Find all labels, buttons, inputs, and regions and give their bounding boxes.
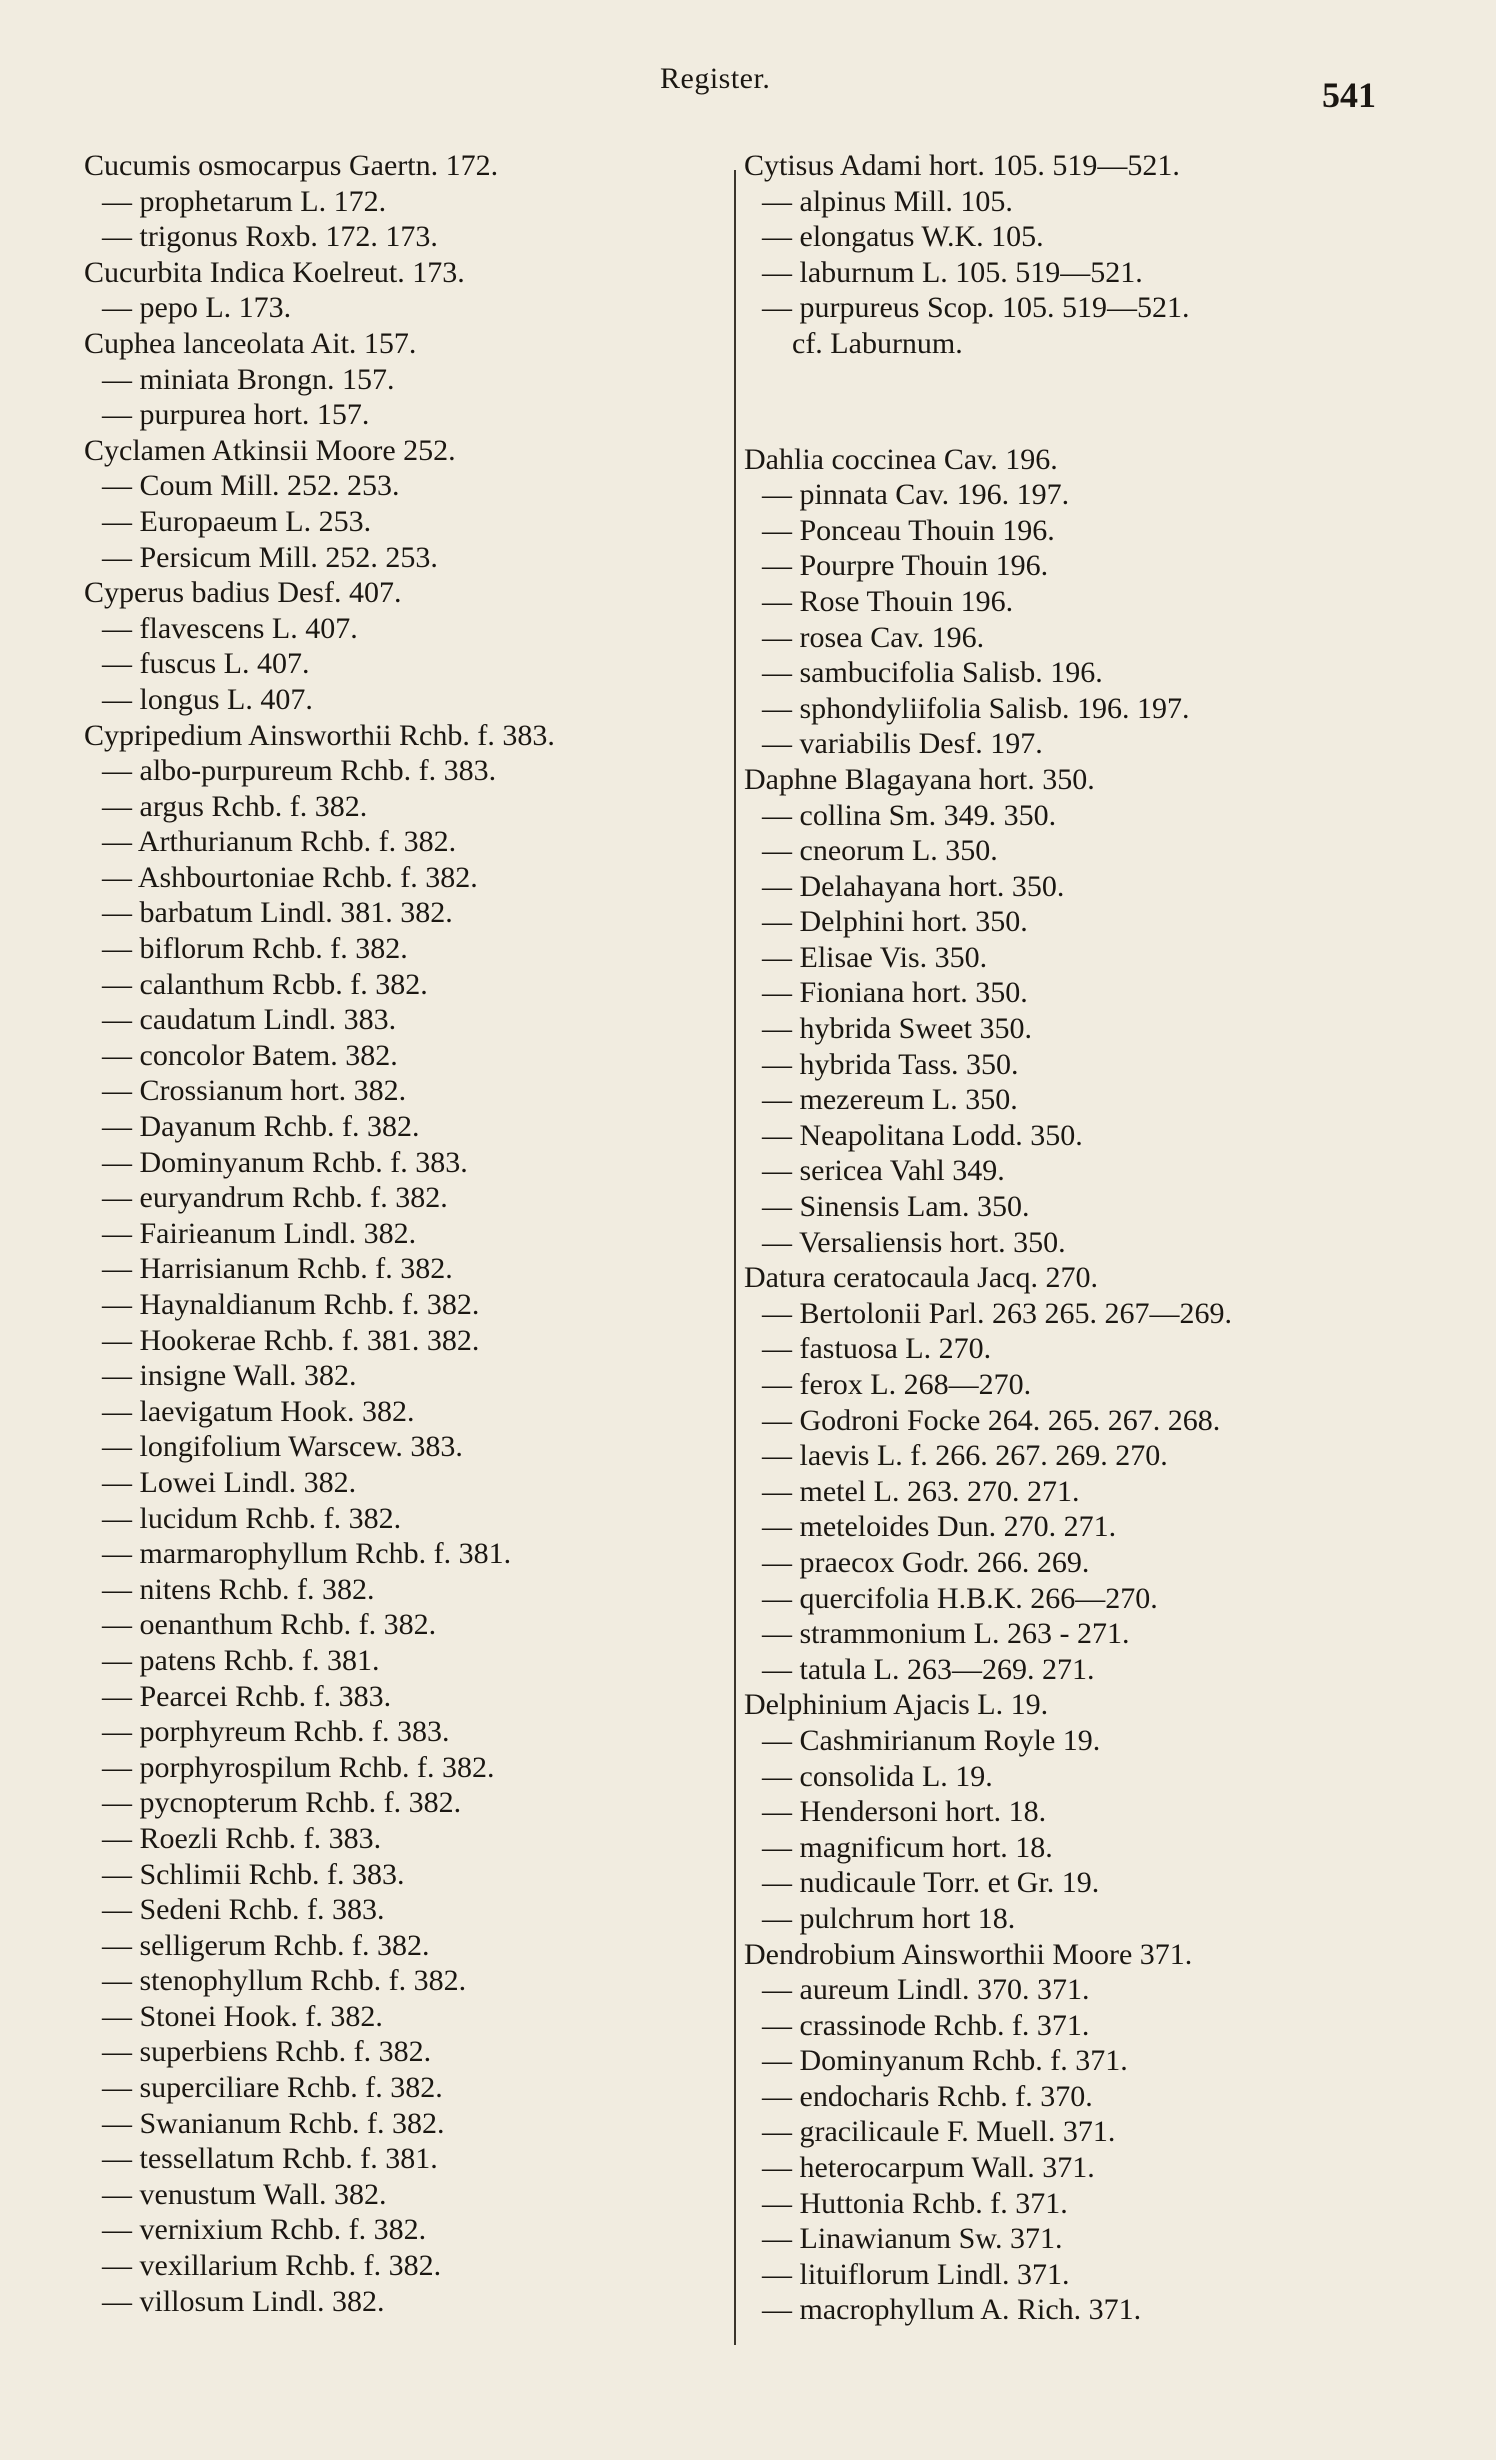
index-subentry: — Crossianum hort. 382. [102,1074,407,1108]
index-subentry: — superbiens Rchb. f. 382. [102,2035,432,2069]
index-subentry: — nitens Rchb. f. 382. [102,1572,375,1606]
index-subentry: — strammonium L. 263 - 271. [762,1617,1130,1651]
index-subentry: — argus Rchb. f. 382. [102,789,368,823]
index-subentry: — trigonus Roxb. 172. 173. [102,220,438,254]
index-subentry: — endocharis Rchb. f. 370. [762,2079,1093,2113]
index-entry: Cyclamen Atkinsii Moore 252. [84,433,456,467]
index-subentry: — Fioniana hort. 350. [762,976,1028,1010]
index-entry: Cucumis osmocarpus Gaertn. 172. [84,149,499,182]
index-subentry: — lituiflorum Lindl. 371. [762,2257,1070,2291]
index-subentry: — Bertolonii Parl. 263 265. 267—269. [762,1296,1232,1330]
index-subentry: — sericea Vahl 349. [762,1154,1005,1188]
index-subentry: — tessellatum Rchb. f. 381. [102,2142,438,2176]
index-subentry: — Hookerae Rchb. f. 381. 382. [102,1323,480,1357]
index-subentry: — praecox Godr. 266. 269. [762,1545,1090,1579]
index-subentry: — pinnata Cav. 196. 197. [762,478,1070,512]
index-subentry: — longus L. 407. [102,682,313,716]
index-entry: Datura ceratocaula Jacq. 270. [744,1261,1098,1295]
index-subentry: — laburnum L. 105. 519—521. [762,255,1143,289]
index-subentry: — fuscus L. 407. [102,647,310,681]
index-subentry: — Rose Thouin 196. [762,584,1014,618]
index-entry: Cucurbita Indica Koelreut. 173. [84,255,465,289]
index-subentry: — Roezli Rchb. f. 383. [102,1821,382,1855]
index-subentry: — Huttonia Rchb. f. 371. [762,2186,1068,2220]
index-subentry: — laevis L. f. 266. 267. 269. 270. [762,1439,1168,1473]
index-subentry: — Sedeni Rchb. f. 383. [102,1893,385,1927]
index-subentry: — albo-purpureum Rchb. f. 383. [102,754,497,788]
index-subentry: — meteloides Dun. 270. 271. [762,1510,1117,1544]
index-subentry: — vernixium Rchb. f. 382. [102,2213,427,2247]
index-subentry: — pulchrum hort 18. [762,1901,1016,1935]
index-subentry: — Coum Mill. 252. 253. [102,469,400,503]
index-subentry: — Elisae Vis. 350. [762,940,988,974]
index-subentry: — Lowei Lindl. 382. [102,1465,357,1499]
index-subentry: — laevigatum Hook. 382. [102,1394,415,1428]
index-subentry: — lucidum Rchb. f. 382. [102,1501,402,1535]
index-subentry: — barbatum Lindl. 381. 382. [102,896,453,930]
index-subentry: — nudicaule Torr. et Gr. 19. [762,1866,1100,1900]
index-entry: Dahlia coccinea Cav. 196. [744,442,1058,476]
index-subentry: — macrophyllum A. Rich. 371. [762,2293,1142,2327]
index-subentry: — pycnopterum Rchb. f. 382. [102,1786,462,1820]
index-subentry: — collina Sm. 349. 350. [762,798,1057,832]
index-subentry: — hybrida Tass. 350. [762,1047,1019,1081]
index-subentry: — purpurea hort. 157. [102,398,370,432]
index-entry: Daphne Blagayana hort. 350. [744,762,1095,796]
index-subentry: — prophetarum L. 172. [102,184,387,218]
index-subentry: — Pourpre Thouin 196. [762,549,1049,583]
index-subentry: — crassinode Rchb. f. 371. [762,2008,1090,2042]
index-subentry: — Linawianum Sw. 371. [762,2222,1063,2256]
index-subentry: — quercifolia H.B.K. 266—270. [762,1581,1158,1615]
index-subentry: — Neapolitana Lodd. 350. [762,1118,1083,1152]
index-subentry: — euryandrum Rchb. f. 382. [102,1181,448,1215]
index-subentry: — oenanthum Rchb. f. 382. [102,1608,437,1642]
index-subentry: — Ponceau Thouin 196. [762,513,1055,547]
index-subentry: — elongatus W.K. 105. [762,220,1044,254]
index-subentry: — heterocarpum Wall. 371. [762,2151,1095,2185]
index-subentry: — fastuosa L. 270. [762,1332,992,1366]
index-subentry: cf. Laburnum. [792,326,963,360]
index-subentry: — Persicum Mill. 252. 253. [102,540,438,574]
page-number: 541 [1322,75,1376,115]
index-subentry: — Fairieanum Lindl. 382. [102,1216,417,1250]
index-entry: Cyperus badius Desf. 407. [84,576,402,610]
index-subentry: — Dominyanum Rchb. f. 371. [762,2044,1128,2078]
index-subentry: — mezereum L. 350. [762,1083,1018,1117]
index-subentry: — alpinus Mill. 105. [762,184,1013,218]
index-subentry: — Stonei Hook. f. 382. [102,1999,383,2033]
section-gap [744,362,1394,442]
index-subentry: — gracilicaule F. Muell. 371. [762,2115,1116,2149]
index-subentry: — Pearcei Rchb. f. 383. [102,1679,392,1713]
index-subentry: — stenophyllum Rchb. f. 382. [102,1964,467,1998]
index-subentry: — selligerum Rchb. f. 382. [102,1928,430,1962]
index-entry: Delphinium Ajacis L. 19. [744,1688,1049,1722]
index-subentry: — Dominyanum Rchb. f. 383. [102,1145,468,1179]
index-subentry: — Delahayana hort. 350. [762,869,1065,903]
index-subentry: — concolor Batem. 382. [102,1038,398,1072]
index-subentry: — metel L. 263. 270. 271. [762,1474,1080,1508]
index-subentry: — flavescens L. 407. [102,611,358,645]
index-subentry: — longifolium Warscew. 383. [102,1430,463,1464]
index-subentry: — biflorum Rchb. f. 382. [102,932,408,966]
index-subentry: — tatula L. 263—269. 271. [762,1652,1095,1686]
index-subentry: — ferox L. 268—270. [762,1368,1032,1401]
index-subentry: — caudatum Lindl. 383. [102,1003,397,1037]
index-subentry: — marmarophyllum Rchb. f. 381. [102,1537,512,1571]
index-subentry: — sambucifolia Salisb. 196. [762,656,1103,690]
index-subentry: — cneorum L. 350. [762,834,998,868]
index-subentry: — sphondyliifolia Salisb. 196. 197. [762,691,1190,725]
index-subentry: — Godroni Focke 264. 265. 267. 268. [762,1403,1221,1437]
index-subentry: — Cashmirianum Royle 19. [762,1723,1101,1757]
index-subentry: — aureum Lindl. 370. 371. [762,1973,1090,2007]
index-subentry: — Dayanum Rchb. f. 382. [102,1110,420,1144]
index-subentry: — Delphini hort. 350. [762,905,1028,939]
index-subentry: — calanthum Rcbb. f. 382. [102,967,428,1001]
index-entry: Cuphea lanceolata Ait. 157. [84,326,417,360]
index-subentry: — magnificum hort. 18. [762,1830,1053,1864]
index-subentry: — variabilis Desf. 197. [762,727,1043,761]
index-subentry: — Arthurianum Rchb. f. 382. [102,825,457,859]
index-subentry: — Ashbourtoniae Rchb. f. 382. [102,860,478,894]
index-subentry: — Harrisianum Rchb. f. 382. [102,1252,453,1286]
index-subentry: — Schlimii Rchb. f. 383. [102,1857,405,1891]
index-subentry: — Europaeum L. 253. [102,504,372,538]
index-subentry: — vexillarium Rchb. f. 382. [102,2249,442,2283]
index-subentry: — rosea Cav. 196. [762,620,985,654]
index-subentry: — Haynaldianum Rchb. f. 382. [102,1288,480,1321]
index-subentry: — superciliare Rchb. f. 382. [102,2071,443,2105]
index-subentry: — Hendersoni hort. 18. [762,1795,1047,1829]
index-subentry: — Versaliensis hort. 350. [762,1225,1066,1259]
index-entry: Cypripedium Ainsworthii Rchb. f. 383. [84,718,555,752]
index-subentry: — miniata Brongn. 157. [102,362,395,396]
left-column [84,148,724,2319]
index-subentry: — Swanianum Rchb. f. 382. [102,2106,445,2140]
index-subentry: — porphyrospilum Rchb. f. 382. [102,1750,495,1784]
index-subentry: — consolida L. 19. [762,1759,993,1793]
index-subentry: — Sinensis Lam. 350. [762,1190,1030,1224]
index-subentry: — pepo L. 173. [102,291,292,325]
column-divider [734,170,736,2345]
index-entry: Dendrobium Ainsworthii Moore 371. [744,1937,1193,1971]
right-column [744,148,1394,2328]
index-subentry: — hybrida Sweet 350. [762,1012,1032,1046]
index-subentry: — insigne Wall. 382. [102,1359,357,1393]
index-subentry: — porphyreum Rchb. f. 383. [102,1715,450,1749]
index-entry: Cytisus Adami hort. 105. 519—521. [744,149,1180,182]
page-title: Register. [660,62,771,95]
index-subentry: — venustum Wall. 382. [102,2177,387,2211]
index-subentry: — purpureus Scop. 105. 519—521. [762,291,1190,325]
index-subentry: — villosum Lindl. 382. [102,2284,385,2318]
index-subentry: — patens Rchb. f. 381. [102,1643,380,1677]
